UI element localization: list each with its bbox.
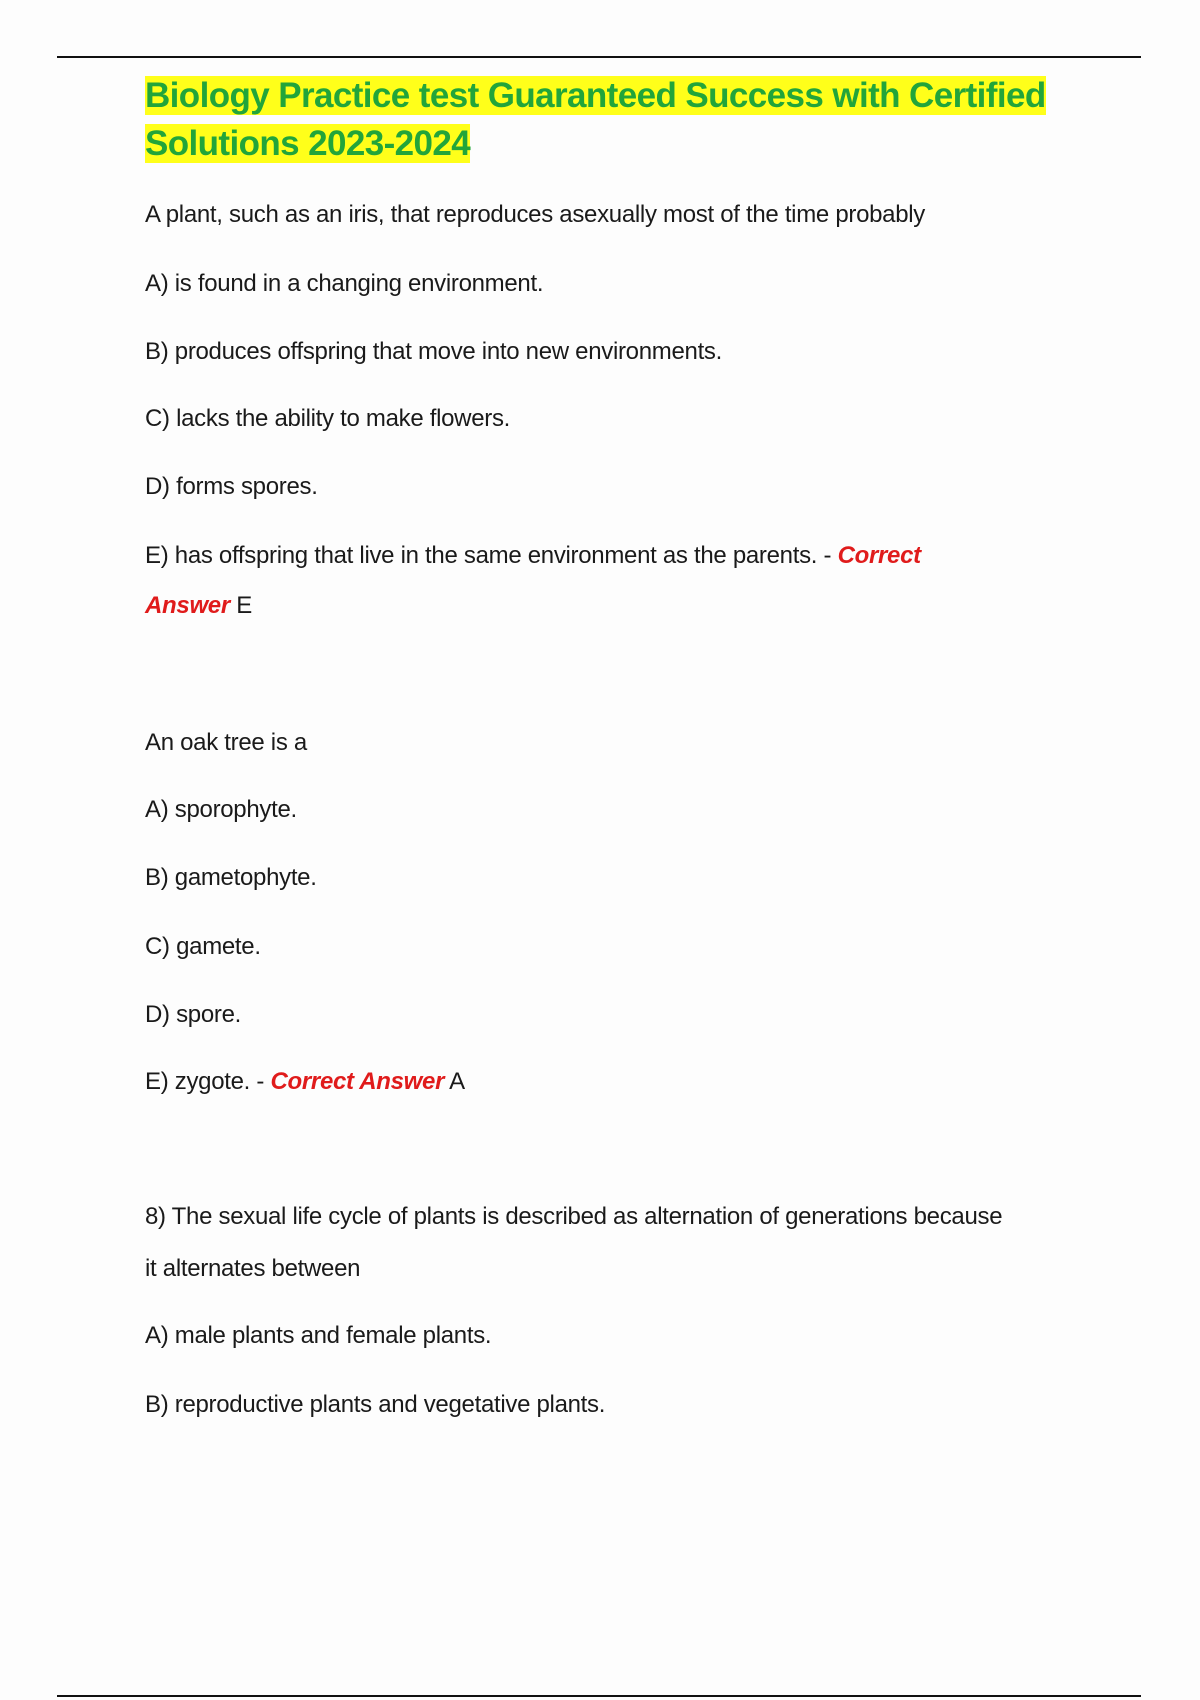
option: D) forms spores. — [145, 473, 318, 500]
option: D) spore. — [145, 1001, 241, 1028]
bottom-rule — [57, 1695, 1141, 1697]
question-stem-continued: it alternates between — [145, 1255, 361, 1282]
answer-value: E — [236, 592, 252, 619]
option-text: E) has offspring that live in the same environment as the parents. - — [145, 542, 838, 569]
option: A) is found in a changing environment. — [145, 270, 544, 297]
correct-answer-label: Correct — [837, 542, 921, 569]
option: A) sporophyte. — [145, 796, 297, 823]
title-line-2: Solutions 2023-2024 — [145, 124, 471, 163]
option-with-answer — [145, 1067, 465, 1097]
option: B) reproductive plants and vegetative plants. — [145, 1391, 606, 1418]
option-with-answer — [145, 541, 921, 571]
answer-line — [145, 591, 252, 621]
question-stem: A plant, such as an iris, that reproduces asexually most of the time probably — [145, 201, 925, 228]
correct-answer-label: Correct Answer — [270, 1068, 445, 1095]
question-stem: An oak tree is a — [145, 729, 307, 756]
document-title — [145, 72, 1046, 168]
option: B) gametophyte. — [145, 864, 317, 891]
option: B) produces offspring that move into new environments. — [145, 338, 723, 365]
correct-answer-label: Answer — [145, 592, 230, 619]
option: A) male plants and female plants. — [145, 1322, 492, 1349]
answer-value: A — [449, 1068, 465, 1095]
question-stem: 8) The sexual life cycle of plants is described as alternation of generations because — [145, 1203, 1003, 1230]
option: C) lacks the ability to make flowers. — [145, 405, 511, 432]
option-text: E) zygote. - — [145, 1068, 271, 1095]
option: C) gamete. — [145, 933, 261, 960]
top-rule — [57, 56, 1141, 58]
title-line-1: Biology Practice test Guaranteed Success with Certified — [145, 76, 1046, 115]
